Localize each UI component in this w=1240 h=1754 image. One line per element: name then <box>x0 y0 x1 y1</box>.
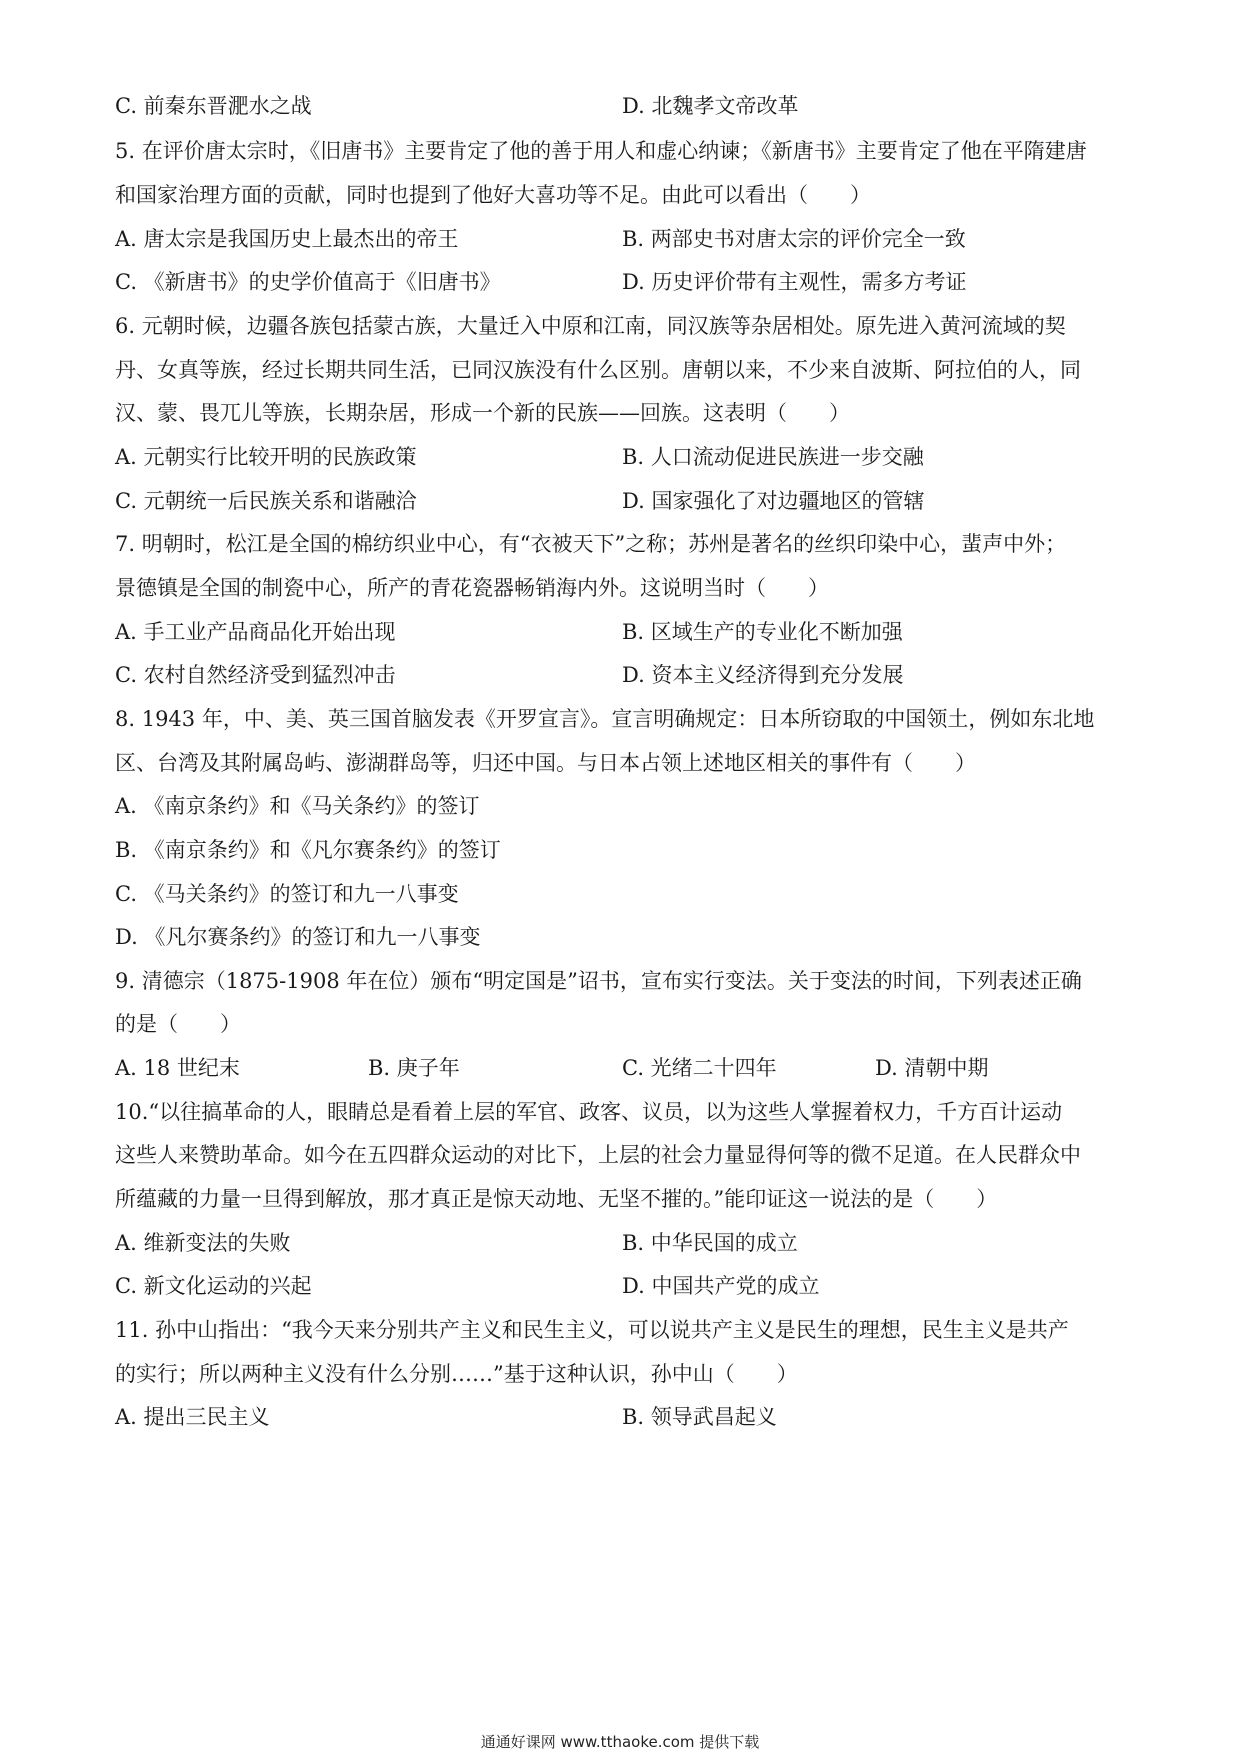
q8-option-a: A. 《南京条约》和《马关条约》的签订 <box>115 794 480 818</box>
q10-option-c: C. 新文化运动的兴起 <box>115 1274 312 1298</box>
q6-option-a: A. 元朝实行比较开明的民族政策 <box>115 445 417 469</box>
q11-option-a: A. 提出三民主义 <box>115 1405 270 1429</box>
q7-option-d: D. 资本主义经济得到充分发展 <box>622 663 904 687</box>
q10-stem-line-2: 这些人来赞助革命。如今在五四群众运动的对比下，上层的社会力量显得何等的微不足道。在人民群众中 <box>115 1143 1081 1167</box>
q6-option-d: D. 国家强化了对边疆地区的管辖 <box>622 489 925 513</box>
q11-stem-line-2: 的实行；所以两种主义没有什么分别……”基于这种认识，孙中山（ ） <box>115 1362 798 1386</box>
footer-watermark: 通通好课网 www.tthaoke.com 提供下载 <box>480 1733 760 1751</box>
q8-option-d: D. 《凡尔赛条约》的签订和九一八事变 <box>115 925 481 949</box>
q8-option-b: B. 《南京条约》和《凡尔赛条约》的签订 <box>115 838 501 862</box>
q9-option-a: A. 18 世纪末 <box>115 1056 240 1080</box>
q6-option-c: C. 元朝统一后民族关系和谐融洽 <box>115 489 417 513</box>
q10-option-a: A. 维新变法的失败 <box>115 1231 291 1255</box>
q5-option-c: C. 《新唐书》的史学价值高于《旧唐书》 <box>115 270 501 294</box>
q4-option-c: C. 前秦东晋淝水之战 <box>115 94 312 118</box>
q5-stem-line-1: 5. 在评价唐太宗时，《旧唐书》主要肯定了他的善于用人和虚心纳谏；《新唐书》主要肯定了他在平隋建唐 <box>115 139 1087 163</box>
q11-option-b: B. 领导武昌起义 <box>622 1405 777 1429</box>
q8-stem-line-2: 区、台湾及其附属岛屿、澎湖群岛等，归还中国。与日本占领上述地区相关的事件有（ ） <box>115 751 976 775</box>
q5-option-a: A. 唐太宗是我国历史上最杰出的帝王 <box>115 227 459 251</box>
q7-option-c: C. 农村自然经济受到猛烈冲击 <box>115 663 396 687</box>
q9-option-c: C. 光绪二十四年 <box>622 1056 777 1080</box>
q6-stem-line-1: 6. 元朝时候，边疆各族包括蒙古族，大量迁入中原和江南，同汉族等杂居相处。原先进入黄河流域的契 <box>115 314 1066 338</box>
q4-option-d: D. 北魏孝文帝改革 <box>622 94 799 118</box>
q5-option-b: B. 两部史书对唐太宗的评价完全一致 <box>622 227 966 251</box>
q8-stem-line-1: 8. 1943 年，中、美、英三国首脑发表《开罗宣言》。宣言明确规定：日本所窃取的中国领土，例如东北地 <box>115 707 1095 731</box>
q9-option-b: B. 庚子年 <box>368 1056 460 1080</box>
q9-stem-line-2: 的是（ ） <box>115 1012 241 1036</box>
q9-option-d: D. 清朝中期 <box>875 1056 989 1080</box>
q6-stem-line-2: 丹、女真等族，经过长期共同生活，已同汉族没有什么区别。唐朝以来，不少来自波斯、阿拉伯的人，同 <box>115 358 1081 382</box>
q7-stem-line-2: 景德镇是全国的制瓷中心，所产的青花瓷器畅销海内外。这说明当时（ ） <box>115 576 829 600</box>
q7-option-b: B. 区域生产的专业化不断加强 <box>622 620 903 644</box>
q10-stem-line-3: 所蕴藏的力量一旦得到解放，那才真正是惊天动地、无坚不摧的。”能印证这一说法的是（ ） <box>115 1187 998 1211</box>
q11-stem-line-1: 11. 孙中山指出：“我今天来分别共产主义和民生主义，可以说共产主义是民生的理想，民生主义是共产 <box>115 1318 1069 1342</box>
q10-option-d: D. 中国共产党的成立 <box>622 1274 820 1298</box>
q7-option-a: A. 手工业产品商品化开始出现 <box>115 620 396 644</box>
q5-option-d: D. 历史评价带有主观性，需多方考证 <box>622 270 967 294</box>
q8-option-c: C. 《马关条约》的签订和九一八事变 <box>115 882 459 906</box>
q7-stem-line-1: 7. 明朝时，松江是全国的棉纺织业中心，有“衣被天下”之称；苏州是著名的丝织印染中心，蜚声中外； <box>115 532 1067 556</box>
q5-stem-line-2: 和国家治理方面的贡献，同时也提到了他好大喜功等不足。由此可以看出（ ） <box>115 183 871 207</box>
q6-option-b: B. 人口流动促进民族进一步交融 <box>622 445 924 469</box>
q10-stem-line-1: 10.“以往搞革命的人，眼睛总是看着上层的军官、政客、议员，以为这些人掌握着权力，千方百计运动 <box>115 1100 1063 1124</box>
q6-stem-line-3: 汉、蒙、畏兀儿等族，长期杂居，形成一个新的民族——回族。这表明（ ） <box>115 401 850 425</box>
q10-option-b: B. 中华民国的成立 <box>622 1231 798 1255</box>
q9-stem-line-1: 9. 清德宗（1875-1908 年在位）颁布“明定国是”诏书，宣布实行变法。关于变法的时间，下列表述正确 <box>115 969 1082 993</box>
